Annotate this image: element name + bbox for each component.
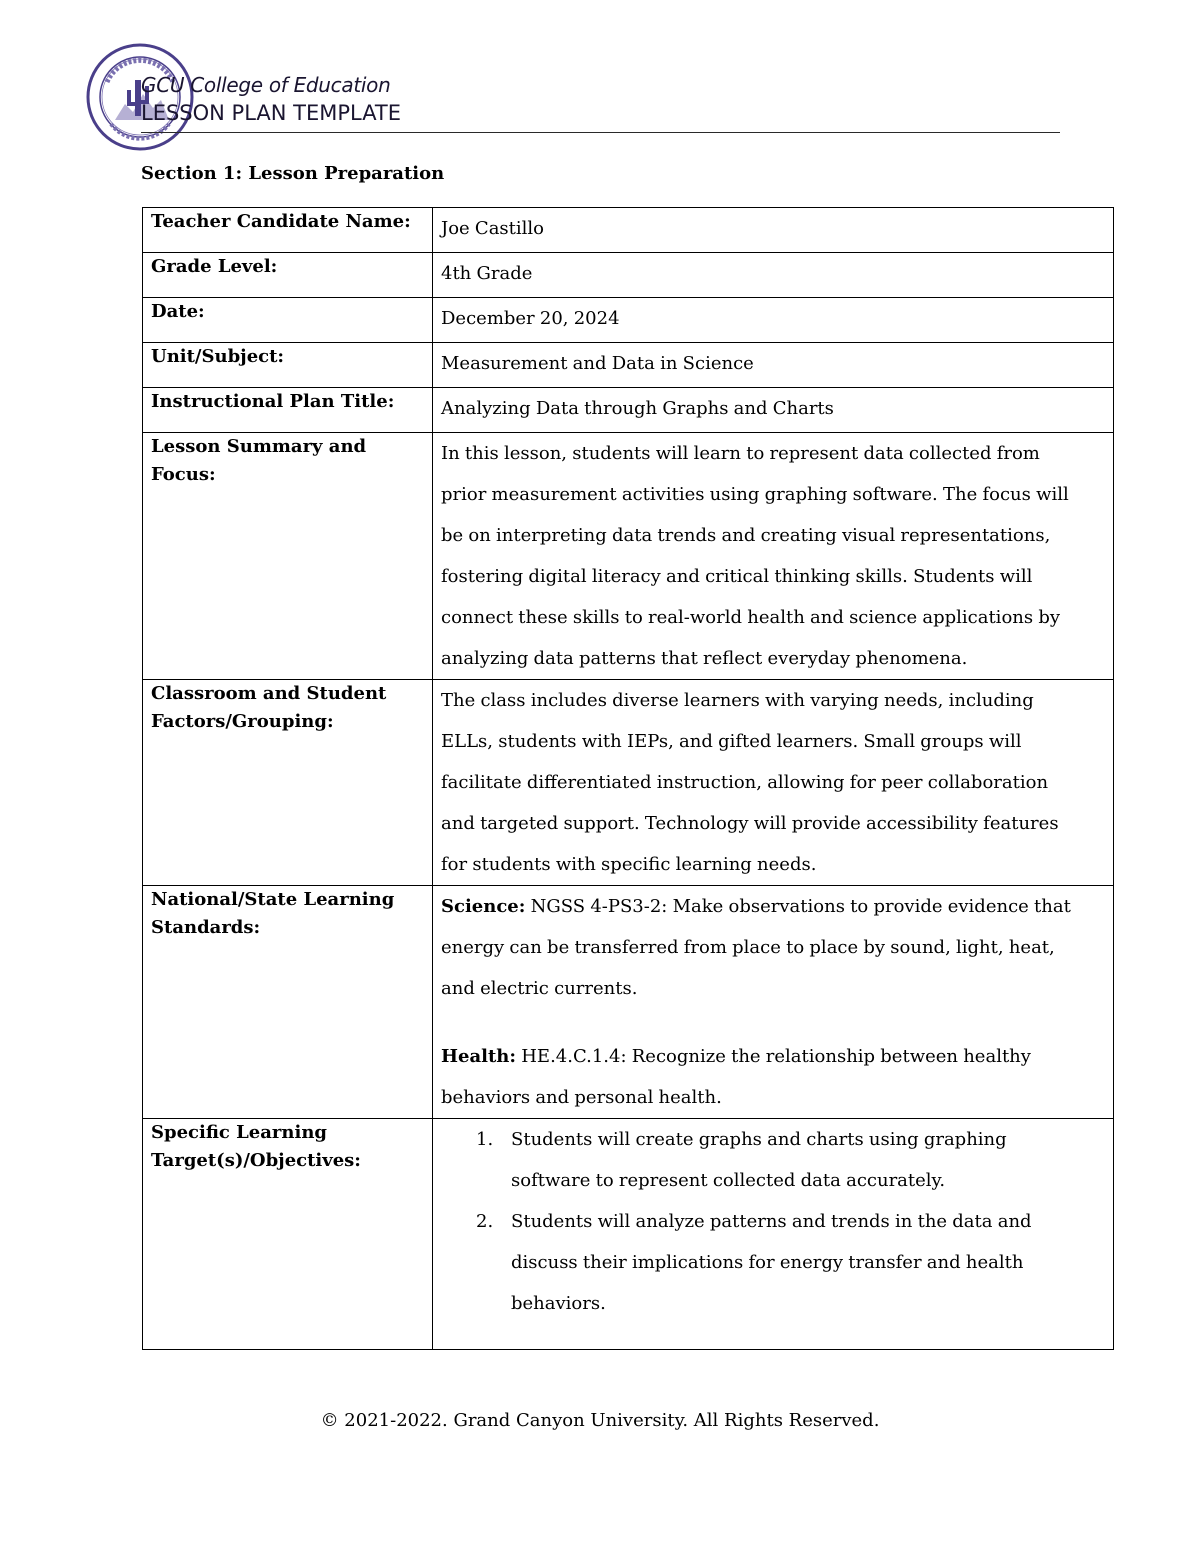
health-standard-line bbox=[441, 1036, 1105, 1077]
summary-line: In this lesson, students will learn to represent data collected from bbox=[441, 443, 1040, 464]
copyright-footer: © 2021-2022. Grand Canyon University. All Rights Reserved. bbox=[320, 1410, 880, 1431]
plan-title-label: Instructional Plan Title: bbox=[143, 388, 433, 433]
teacher-name-value: Joe Castillo bbox=[433, 208, 1114, 253]
health-label: Health: bbox=[441, 1046, 517, 1067]
science-standard-text: NGSS 4-PS3-2: Make observations to provide evidence that bbox=[525, 896, 1071, 917]
table-row bbox=[143, 298, 1114, 343]
science-label: Science: bbox=[441, 896, 526, 917]
objective-line: discuss their implications for energy transfer and health bbox=[511, 1252, 1024, 1273]
objective-number: 1. bbox=[476, 1129, 494, 1150]
list-item bbox=[476, 1119, 1105, 1201]
objective-line: Students will analyze patterns and trends in the data and bbox=[511, 1211, 1032, 1232]
objectives-label: Specific Learning Target(s)/Objectives: bbox=[143, 1119, 433, 1350]
table-row bbox=[143, 433, 1114, 680]
grade-level-label: Grade Level: bbox=[143, 253, 433, 298]
plan-title-value: Analyzing Data through Graphs and Charts bbox=[433, 388, 1114, 433]
header-divider bbox=[141, 132, 1060, 133]
table-row bbox=[143, 253, 1114, 298]
objective-line: behaviors. bbox=[511, 1293, 606, 1314]
objectives-list bbox=[441, 1119, 1105, 1324]
teacher-name-label: Teacher Candidate Name: bbox=[143, 208, 433, 253]
classroom-line: and targeted support. Technology will provide accessibility features bbox=[441, 813, 1059, 834]
unit-subject-label: Unit/Subject: bbox=[143, 343, 433, 388]
lesson-summary-value bbox=[433, 433, 1114, 680]
learning-standards-label: National/State Learning Standards: bbox=[143, 886, 433, 1119]
date-value: December 20, 2024 bbox=[433, 298, 1114, 343]
table-row bbox=[143, 388, 1114, 433]
table-row bbox=[143, 343, 1114, 388]
objective-number: 2. bbox=[476, 1211, 494, 1232]
summary-line: be on interpreting data trends and creating visual representations, bbox=[441, 525, 1051, 546]
section-title: Section 1: Lesson Preparation bbox=[141, 163, 445, 184]
learning-standards-value bbox=[433, 886, 1114, 1119]
date-label: Date: bbox=[143, 298, 433, 343]
science-standard-line bbox=[441, 886, 1105, 927]
science-standard-line: and electric currents. bbox=[441, 978, 638, 999]
table-row bbox=[143, 680, 1114, 886]
header-title bbox=[141, 72, 401, 128]
college-name: GCU College of Education bbox=[141, 73, 391, 97]
grade-level-value: 4th Grade bbox=[433, 253, 1114, 298]
classroom-line: The class includes diverse learners with varying needs, including bbox=[441, 690, 1034, 711]
template-title: LESSON PLAN TEMPLATE bbox=[141, 101, 402, 125]
lesson-summary-label: Lesson Summary and Focus: bbox=[143, 433, 433, 680]
classroom-line: facilitate differentiated instruction, allowing for peer collaboration bbox=[441, 772, 1049, 793]
science-standard-line: energy can be transferred from place to place by sound, light, heat, bbox=[441, 937, 1055, 958]
lesson-preparation-table bbox=[142, 207, 1114, 1350]
classroom-line: for students with specific learning needs. bbox=[441, 854, 817, 875]
classroom-line: ELLs, students with IEPs, and gifted learners. Small groups will bbox=[441, 731, 1022, 752]
health-standard-text: HE.4.C.1.4: Recognize the relationship between healthy bbox=[516, 1046, 1031, 1067]
list-item bbox=[476, 1201, 1105, 1324]
objectives-value bbox=[433, 1119, 1114, 1350]
table-row bbox=[143, 886, 1114, 1119]
classroom-factors-label: Classroom and Student Factors/Grouping: bbox=[143, 680, 433, 886]
objective-line: Students will create graphs and charts using graphing bbox=[511, 1129, 1007, 1150]
summary-line: connect these skills to real-world health and science applications by bbox=[441, 607, 1061, 628]
paragraph-gap bbox=[441, 1009, 1105, 1036]
health-standard-line: behaviors and personal health. bbox=[441, 1087, 722, 1108]
table-row bbox=[143, 208, 1114, 253]
summary-line: prior measurement activities using graphing software. The focus will bbox=[441, 484, 1069, 505]
summary-line: analyzing data patterns that reflect everyday phenomena. bbox=[441, 648, 968, 669]
page-header bbox=[85, 42, 1060, 152]
unit-subject-value: Measurement and Data in Science bbox=[433, 343, 1114, 388]
summary-line: fostering digital literacy and critical thinking skills. Students will bbox=[441, 566, 1033, 587]
objective-line: software to represent collected data accurately. bbox=[511, 1170, 946, 1191]
table-row bbox=[143, 1119, 1114, 1350]
classroom-factors-value bbox=[433, 680, 1114, 886]
